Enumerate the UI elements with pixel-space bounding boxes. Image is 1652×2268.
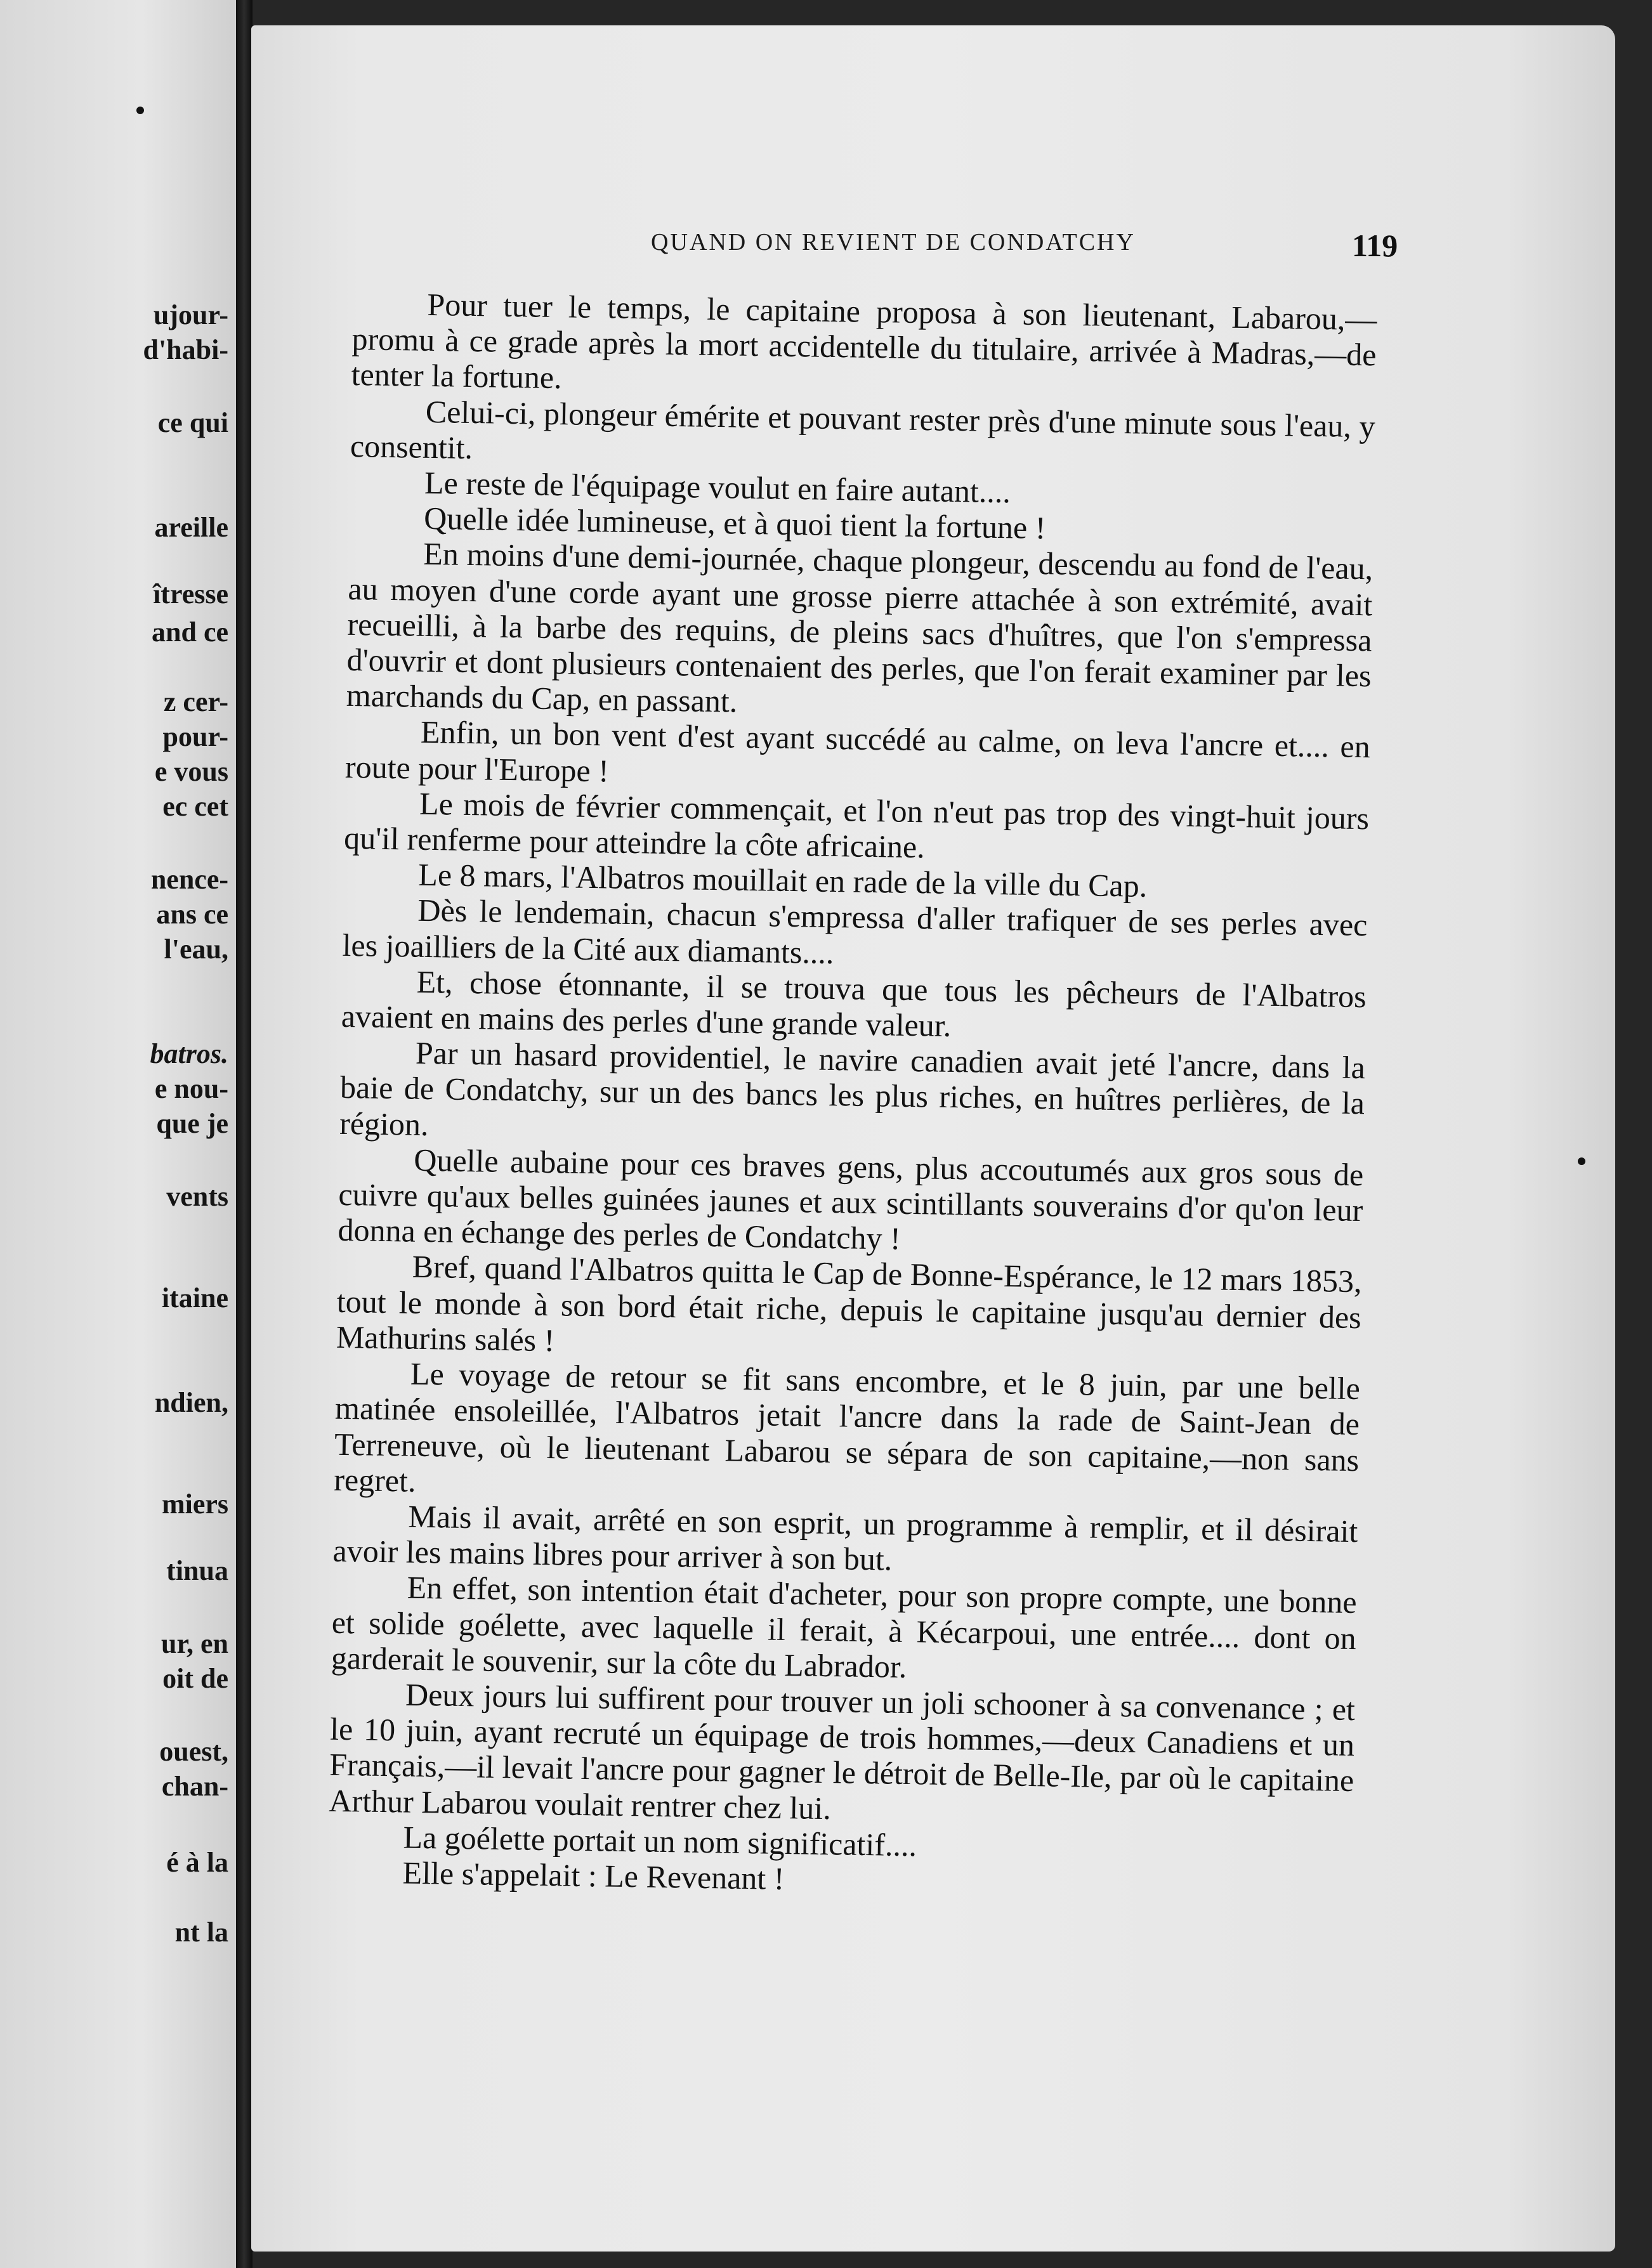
previous-page-fragment: miers [161, 1489, 228, 1520]
paragraph: Le reste de l'équipage voulut en faire autant.... [424, 464, 1011, 510]
paragraph: Pour tuer le temps, le capitaine proposa à son lieutenant, Labarou,—promu à ce grade après la mort accidentelle du titulaire, arrivée à Madras,—de tenter la fortune. [351, 286, 1377, 396]
page-speck [136, 107, 144, 114]
page-body [327, 285, 1377, 1905]
paragraph: Celui-ci, plongeur émérite et pouvant rester près d'une minute sous l'eau, y consentit. [350, 393, 1376, 466]
previous-page-fragment: ec cet [162, 791, 228, 822]
book-page [251, 25, 1615, 2252]
running-head: QUAND ON REVIENT DE CONDATCHY [651, 229, 1136, 256]
paragraph: Bref, quand l'Albatros quitta le Cap de Bonne-Espérance, le 12 mars 1853, tout le monde à son bord était riche, depuis le capitaine jusqu'au dernier des Mathurins salés ! [336, 1249, 1362, 1359]
paragraph: Mais il avait, arrêté en son esprit, un programme à remplir, et il désirait avoir les mains libres pour arriver à son but. [332, 1498, 1358, 1577]
paragraph: Et, chose étonnante, il se trouva que tous les pêcheurs de l'Albatros avaient en mains des perles d'une grande valeur. [341, 963, 1367, 1044]
paragraph: Par un hasard providentiel, le navire canadien avait jeté l'ancre, dans la baie de Condatchy, sur un des bancs les plus riches, en huîtres perlières, de la région. [339, 1034, 1366, 1142]
previous-page-fragment: oit de [162, 1663, 228, 1694]
previous-page-fragment: l'eau, [164, 934, 228, 965]
previous-page-fragment: nence- [150, 864, 228, 895]
previous-page-fragment: d'habi- [143, 334, 228, 365]
previous-page-fragment: que je [156, 1108, 228, 1139]
previous-page-fragment: ndien, [154, 1387, 228, 1418]
previous-page-fragment: z cer- [163, 686, 228, 717]
previous-page-fragment: ujour- [153, 299, 228, 330]
previous-page [0, 0, 236, 2268]
previous-page-fragment: pour- [162, 721, 228, 752]
paragraph: Quelle aubaine pour ces braves gens, plus accoutumés aux gros sous de cuivre qu'aux belles guinées jaunes et aux scintillants souverains d'or qu'on leur donna en échange des perles de Condatchy ! [338, 1142, 1364, 1257]
paragraph: En effet, son intention était d'acheter, pour son propre compte, une bonne et solide goélette, avec laquelle il ferait, à Kécarpoui, une entrée.... dont on garderait le souvenir, sur la côte du Labrador. [331, 1569, 1358, 1685]
paragraph: Enfin, un bon vent d'est ayant succédé au calme, on leva l'ancre et.... en route pour l'Europe ! [344, 714, 1371, 789]
previous-page-fragment: e vous [154, 756, 228, 787]
paragraph: La goélette portait un nom significatif.... [403, 1819, 917, 1863]
paragraph: Le mois de février commençait, et l'on n'eut pas trop des vingt-huit jours qu'il renferme pour atteindre la côte africaine. [343, 785, 1370, 865]
paragraph: En moins d'une demi-journée, chaque plongeur, descendu au fond de l'eau, au moyen d'une corde ayant une grosse pierre attachée à son extrémité, avait recueilli, à la barbe des requins, de pleins sacs d'huîtres, que l'on s'empressa d'ouvrir et dont plusieurs contenaient des perles, que l'on ferait examiner par les marchands du Cap, en passant. [346, 536, 1373, 719]
paragraph: Quelle idée lumineuse, et à quoi tient la fortune ! [423, 500, 1046, 546]
previous-page-fragment: itaine [161, 1282, 228, 1313]
previous-page-fragment: ce qui [157, 407, 228, 438]
previous-page-fragment: nt la [174, 1917, 228, 1948]
previous-page-fragment: e nou- [154, 1073, 228, 1104]
previous-page-fragment: ouest, [159, 1736, 228, 1767]
previous-page-fragment: é à la [166, 1847, 228, 1878]
paragraph: Dès le lendemain, chacun s'empressa d'aller trafiquer de ses perles avec les joailliers de la Cité aux diamants.... [342, 892, 1368, 970]
previous-page-fragment: tinua [166, 1555, 228, 1586]
previous-page-fragment: and ce [152, 616, 228, 648]
paragraph: Deux jours lui suffirent pour trouver un joli schooner à sa convenance ; et le 10 juin, ayant recruté un équipage de trois hommes,—deux Canadiens et un Français,—il levait l'ancre pour gagner le détroit de Belle-Ile, par où le capitaine Arthur Labarou voulait rentrer chez lui. [329, 1676, 1356, 1826]
paragraph: Elle s'appelait : Le Revenant ! [402, 1854, 785, 1896]
previous-page-fragment: îtresse [153, 578, 228, 609]
book-gutter [236, 0, 252, 2268]
previous-page-fragment: vents [166, 1181, 228, 1212]
paragraph: Le 8 mars, l'Albatros mouillait en rade de la ville du Cap. [417, 856, 1148, 904]
page-speck [1578, 1157, 1585, 1165]
previous-page-fragment: ans ce [156, 899, 228, 930]
paragraph: Le voyage de retour se fit sans encombre, et le 8 juin, par une belle matinée ensoleillée, l'Albatros jetait l'ancre dans la rade de Saint-Jean de Terreneuve, où le lieutenant Labarou se sépara de son capitaine,—non sans regret. [333, 1355, 1361, 1499]
previous-page-fragment: chan- [161, 1771, 228, 1802]
page-number: 119 [1352, 228, 1398, 263]
previous-page-fragment: areille [154, 512, 228, 543]
previous-page-fragment: ur, en [161, 1628, 228, 1659]
previous-page-fragment: batros. [150, 1038, 228, 1069]
